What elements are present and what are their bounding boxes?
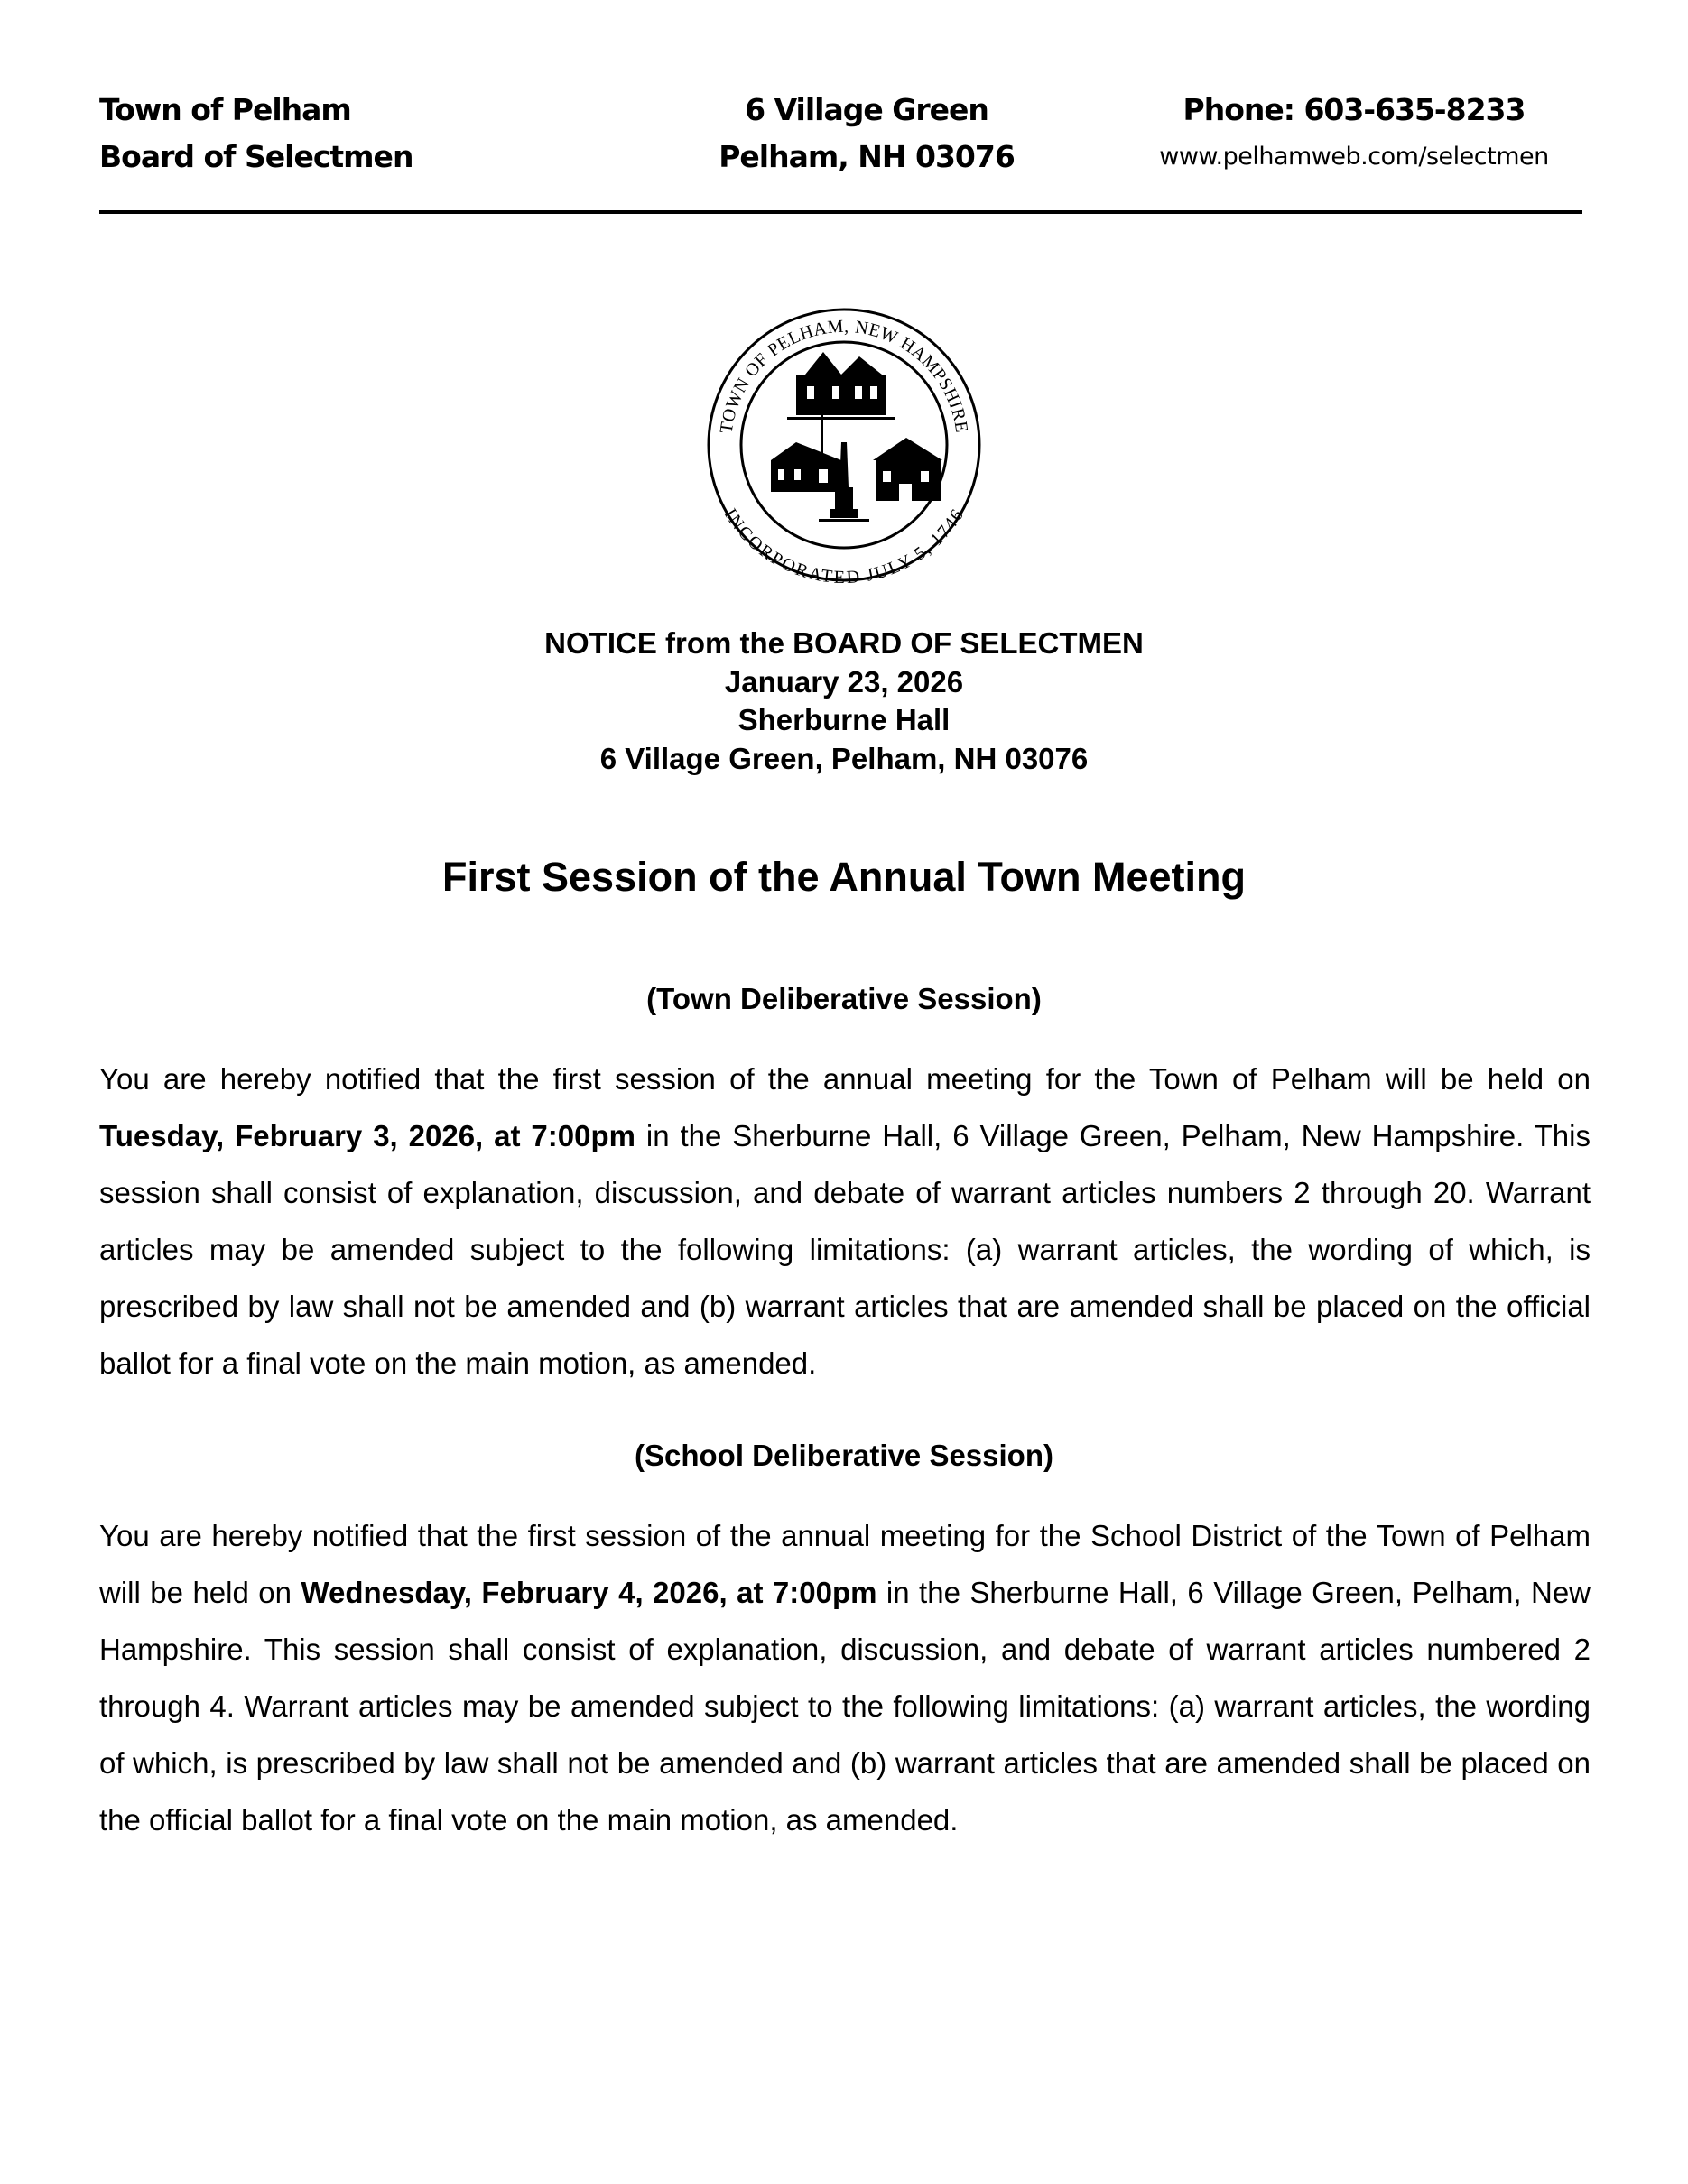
street-address: 6 Village Green [745, 92, 988, 127]
school-session-date: Wednesday, February 4, 2026, at 7:00pm [301, 1576, 877, 1609]
town-session-paragraph [99, 1050, 1591, 1392]
town-session-heading: (Town Deliberative Session) [646, 982, 1042, 1015]
org-name: Town of Pelham [99, 92, 351, 127]
school-session-paragraph [99, 1507, 1591, 1848]
town-seal-icon [706, 307, 982, 583]
city-state-zip: Pelham, NH 03076 [719, 139, 1015, 174]
town-session-text-before: You are hereby notified that the first session of the annual meeting for the Town of Pelham will be held on [99, 1062, 1591, 1096]
board-name: Board of Selectmen [99, 139, 413, 174]
letterhead-address [677, 87, 1056, 180]
school-session-text-after: in the Sherburne Hall, 6 Village Green, Pelham, New Hampshire. This session shall consist of explanation, discussion, and debate of warrant articles numbered 2 through 4. Warrant articles may be amended subject to the following limitations: (a) warrant articles, the wording of which, is prescribed by law shall not be amended and (b) warrant articles that are amended shall be placed on the official ballot for a final vote on the main motion, as amended. [99, 1576, 1591, 1837]
header-divider [99, 210, 1582, 214]
notice-heading: NOTICE from the BOARD OF SELECTMEN [544, 626, 1144, 660]
seal-buildings-illustration [771, 352, 942, 522]
notice-block [0, 625, 1688, 778]
town-session-date: Tuesday, February 3, 2026, at 7:00pm [99, 1119, 635, 1152]
school-session-heading: (School Deliberative Session) [635, 1439, 1053, 1472]
seal-bottom-text: INCORPORATED JULY 5, 1746 [720, 504, 968, 583]
school-session-text-before: You are hereby notified that the first session of the annual meeting for the School District of the Town of Pelham will be held on [99, 1519, 1591, 1609]
letterhead [99, 87, 1580, 177]
website-link[interactable]: www.pelhamweb.com/selectmen [1159, 143, 1549, 171]
seal-top-text: TOWN OF PELHAM, NEW HAMPSHIRE [716, 316, 972, 435]
town-session-text-after: in the Sherburne Hall, 6 Village Green, Pelham, New Hampshire. This session shall consist of explanation, discussion, and debate of warrant articles numbers 2 through 20. Warrant articles may be amended subject to the following limitations: (a) warrant articles, the wording of which, is prescribed by law shall not be amended and (b) warrant articles that are amended shall be placed on the official ballot for a final vote on the main motion, as amended. [99, 1119, 1591, 1380]
phone: Phone: 603-635-8233 [1183, 92, 1526, 127]
notice-date: January 23, 2026 [724, 664, 964, 699]
letterhead-org [99, 87, 413, 180]
letterhead-contact [1128, 87, 1580, 180]
notice-address: 6 Village Green, Pelham, NH 03076 [599, 741, 1089, 775]
notice-venue: Sherburne Hall [737, 703, 951, 736]
page-title: First Session of the Annual Town Meeting [441, 854, 1247, 900]
